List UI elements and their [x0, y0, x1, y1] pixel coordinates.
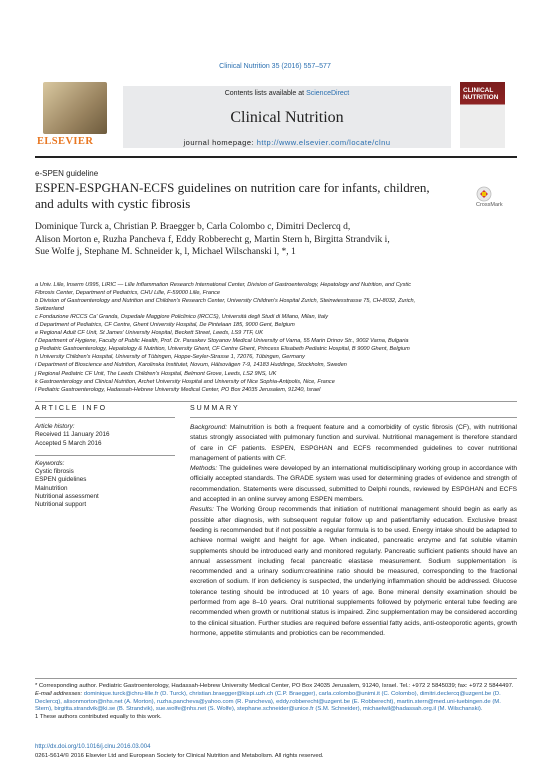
author-line: Dominique Turck a, Christian P. Braegger b, Carla Colombo c, Dimitri Declercq d,	[35, 222, 351, 232]
crossmark-button[interactable]	[476, 186, 516, 208]
background-label: Background:	[190, 424, 228, 431]
header-divider	[35, 156, 517, 158]
affiliation-line: Switzerland	[35, 306, 64, 313]
equal-contribution-note: 1 These authors contributed equally to this work.	[35, 714, 162, 721]
summary-heading: SUMMARY	[190, 405, 240, 412]
crossmark-icon	[476, 186, 516, 208]
homepage-prefix: journal homepage:	[183, 138, 257, 147]
received-date: Received 11 January 2016	[35, 431, 110, 439]
email-label: E-mail addresses:	[35, 690, 83, 697]
methods-label: Methods:	[190, 465, 218, 473]
elsevier-tree-icon	[43, 82, 107, 134]
keyword: Cystic fibrosis	[35, 468, 74, 476]
keywords-heading: Keywords:	[35, 459, 65, 467]
summary-rule	[190, 417, 517, 418]
affiliation-line: e Regional Adult CF Unit, St James' University Hospital, Beckett Street, Leeds, LS9 7TF, UK	[35, 330, 263, 337]
email-links[interactable]: dominique.turck@chru-lille.fr (D. Turck), christian.braegger@kispi.uzh.ch (C.P. Braegger), carla.colombo@unimi.it (C. Colombo), dimitri.declercq@uzgent.be (D. Declercq), alisonmorton@nhs.net (A. Morton), ruzha.pancheva@yahoo.com (R. Pancheva), eddy.robberecht@uzgent.be (E. Robberecht), martin.stern@med.uni-tuebingen.de (M. Stern), birgitta.strandvik@ki.se (B. Strandvik), sue.wolfe@nhs.net (S. Wolfe), stephane.schneider@unice.fr (S.M. Schneider), michaelwil@hadassah.org.il (M. Wilschanski).	[35, 690, 501, 713]
publisher-name: ELSEVIER	[37, 136, 94, 147]
results-label: Results:	[190, 506, 214, 514]
journal-band	[123, 86, 451, 148]
affiliation-line: b Division of Gastroenterology and Nutrition and Children's Research Center, University Children's Hospital Zurich, Steinwiesstrasse 75, CH-8032, Zurich,	[35, 298, 416, 305]
journal-cover-thumbnail[interactable]	[460, 82, 505, 148]
affiliation-line: f Department of Hygiene, Faculty of Public Health, Prof. Dr. Paraskev Stoyanov Medical University of Varna, 55 Marin Drinov Str., 9002 Varna, Bulgaria	[35, 338, 409, 345]
affiliation-line: c Fondazione IRCCS Ca' Granda, Ospedale Maggiore Policlinico (IRCCS), Università degli Studi di Milano, Milan, Italy	[35, 314, 328, 321]
keyword: ESPEN guidelines	[35, 476, 87, 484]
doi-link[interactable]: http://dx.doi.org/10.1016/j.clnu.2016.03.004	[35, 744, 151, 750]
email-addresses	[35, 691, 517, 714]
affiliation-line: Fibrosis Center, Department of Pediatrics, CHU Lille, F-59000 Lille, France	[35, 290, 220, 297]
keyword: Nutritional assessment	[35, 493, 99, 501]
article-type: e-SPEN guideline	[35, 169, 99, 178]
affiliation-line: g Pediatric Gastroenterology, Hepatology & Nutrition, University Ghent, CF Centre Ghent, Princess Elisabeth Pediatric Hospital, B 9000 Ghent, Belgium	[35, 346, 410, 353]
article-info-heading: ARTICLE INFO	[35, 405, 108, 412]
article-info-rule	[35, 417, 175, 418]
sciencedirect-link[interactable]: ScienceDirect	[306, 90, 350, 97]
summary-abstract	[190, 423, 517, 639]
citation-line[interactable]	[0, 63, 550, 70]
copyright-line: 0261-5614/© 2016 Elsevier Ltd and European Society for Clinical Nutrition and Metabolism. All rights reserved.	[35, 753, 324, 759]
methods-text: The guidelines were developed by an international multidisciplinary working group in accordance with officially accepted standards. The GRADE system was used for determining grades of evidence and strength of recommendation. Statements were discussed, submitted to Delphi rounds, reviewed by ESPGHAN and ECFS and accepted in an online survey among ESPEN members.	[190, 465, 517, 504]
results-text: The Working Group recommends that initiation of nutritional management should begin as early as possible after diagnosis, with subsequent regular follow up and patient/family education. Exclusive breast feeding is recommended but if not possible a regular formula is to be used. Energy intake should be adapted to achieve normal weight and height for age. When indicated, pancreatic enzyme and fat soluble vitamin supplements should be introduced early and monitored regularly. Pancreatic sufficient patients should have an annual assessment including fecal pancreatic elastase measurement. Sodium supplementation is recommended and a urinary sodium:creatinine ratio should be measured, corresponding to the fractional excretion of sodium. If iron deficiency is suspected, the underlying inflammation should be addressed. Glucose tolerance testing should be introduced at 10 years of age. Bone mineral density examination should be performed from age 8–10 years. Oral nutritional supplements followed by polymeric enteral tube feeding are recommended when growth or nutritional status is impaired. Zinc supplementation may be considered according to the clinical situation. Further studies are required before essential fatty acids, anti-osteoporotic agents, growth hormone, appetite stimulants and probiotics can be recommended.	[190, 506, 517, 637]
keyword: Nutritional support	[35, 501, 87, 509]
accepted-date: Accepted 5 March 2016	[35, 439, 102, 447]
footnote-rule	[35, 678, 517, 679]
contents-line	[123, 90, 451, 97]
corresponding-author-note: * Corresponding author. Pediatric Gastroenterology, Hadassah-Hebrew University Medical Center, PO Box 24035 Jerusalem, 91240, Israel. Tel.: +972 2 5845039; fax: +972 2 5844497.	[35, 683, 514, 689]
background-text: Malnutrition is both a frequent feature and a comorbidity of cystic fibrosis (CF), with nutritional status strongly associated with pulmonary function and survival. Nutritional management is therefore standard of care in CF patients. ESPEN, ESPGHAN and ECFS recommended guidelines to cover nutritional management of patients with CF.	[190, 424, 517, 462]
history-heading: Article history:	[35, 423, 75, 430]
cover-title: CLINICAL NUTRITION	[463, 87, 499, 101]
article-info-column	[35, 423, 175, 510]
affiliation-line: k Gastroenterology and Clinical Nutrition, Archet University Hospital and University of Nice Sophia-Antipolis, Nice, France	[35, 378, 335, 385]
article-title: ESPEN-ESPGHAN-ECFS guidelines on nutrition care for infants, children, and adults with cystic fibrosis	[35, 180, 430, 211]
affiliation-line: h University Children's Hospital, University of Tübingen, Hoppe-Seyler-Strasse 1, 72076, Tübingen, Germany	[35, 354, 305, 361]
elsevier-logo[interactable]	[35, 82, 115, 150]
author-line: Sue Wolfe j, Stephane M. Schneider k, l, Michael Wilschanski l, *, 1	[35, 247, 296, 258]
journal-title: Clinical Nutrition	[230, 109, 344, 126]
author-list	[35, 221, 515, 259]
journal-masthead	[35, 82, 505, 153]
crossmark-label: CrossMark	[476, 202, 503, 208]
section-divider	[35, 401, 517, 402]
homepage-link[interactable]: http://www.elsevier.com/locate/clnu	[256, 138, 391, 147]
author-line: Alison Morton e, Ruzha Pancheva f, Eddy Robberecht g, Martin Stern h, Birgitta Strandvik i,	[35, 234, 390, 245]
affiliation-line: d Department of Pediatrics, CF Centre, Ghent University Hospital, De Pintelaan 185, 9000 Gent, Belgium	[35, 322, 295, 329]
keyword: Malnutrition	[35, 484, 68, 492]
footnotes	[35, 683, 517, 722]
journal-homepage	[123, 138, 451, 147]
affiliation-line: i Department of Bioscience and Nutrition, Karolinska Institutet, Novum, Hälsovägen 7-9, 14183 Huddinge, Stockholm, Sweden	[35, 362, 347, 369]
info-rule	[35, 455, 175, 456]
affiliation-line: l Pediatric Gastroenterology, Hadassah-Hebrew University Medical Center, PO Box 24035 Jerusalem, 91240, Israel	[35, 386, 321, 393]
citation-text[interactable]: Clinical Nutrition 35 (2016) 557–577	[219, 63, 331, 70]
affiliation-line: a Univ. Lille, Inserm U995, LIRIC — Lille Inflammation Research International Center, Division of Gastroenterology, Hepatology and Nutrition, and Cystic	[35, 282, 411, 288]
affiliation-line: j Regional Pediatric CF Unit, The Leeds Children's Hospital, Belmont Grove, Leeds, LS2 9NS, UK	[35, 370, 277, 377]
affiliation-list	[35, 281, 517, 394]
contents-prefix: Contents lists available at	[224, 90, 307, 97]
